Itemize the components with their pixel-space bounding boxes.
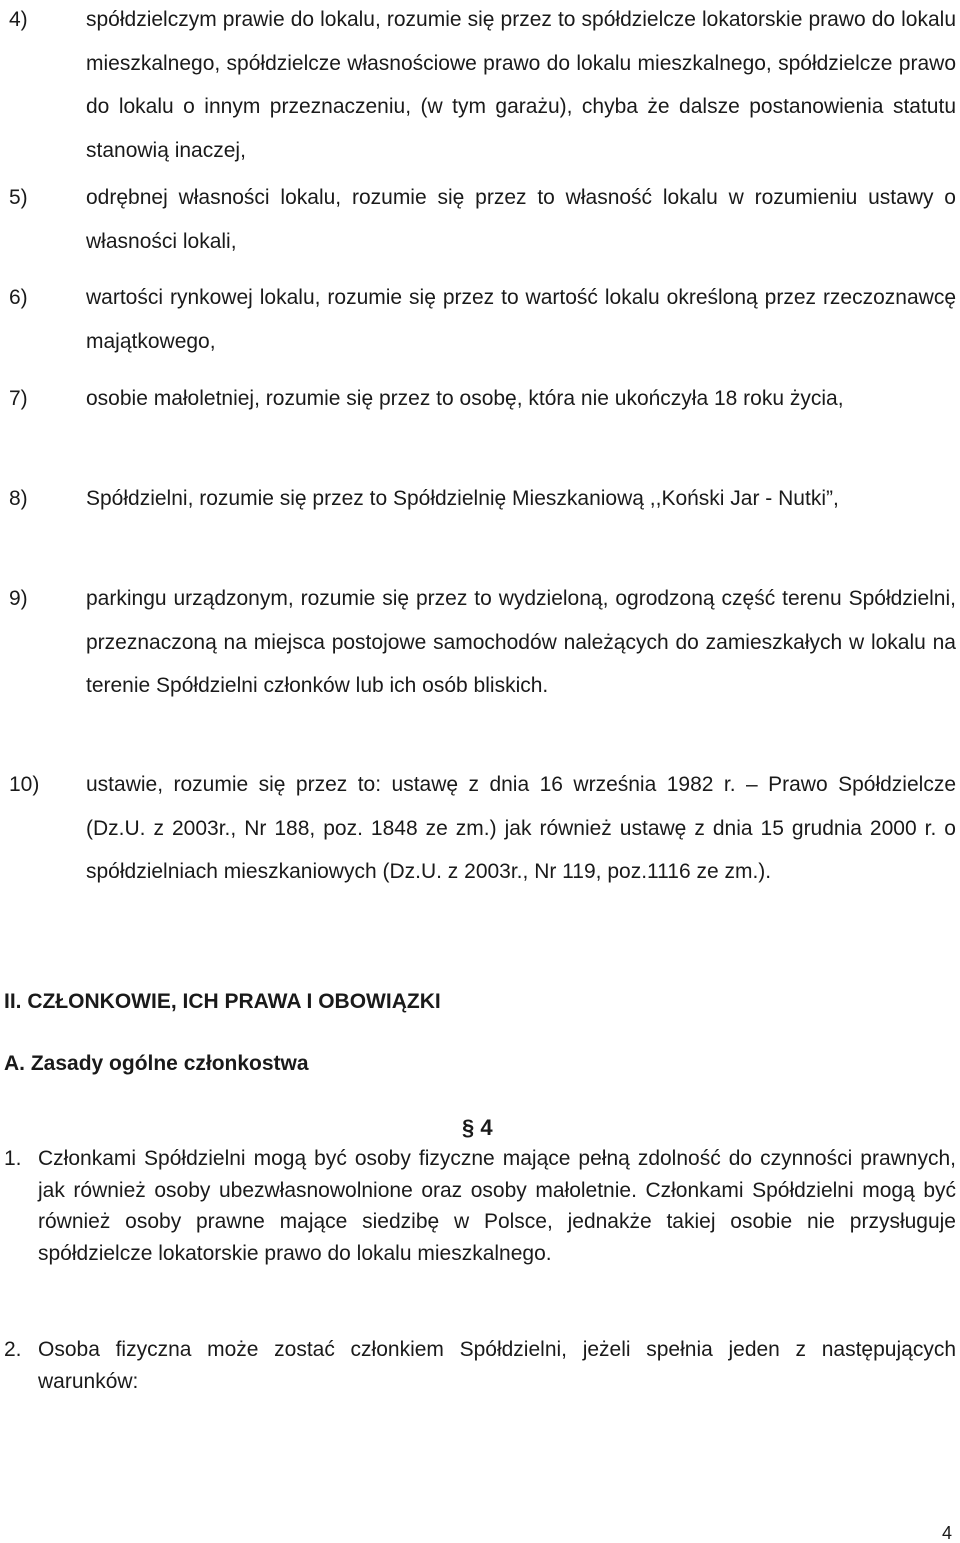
paragraph-number: 1. (4, 1147, 22, 1170)
definition-text: spółdzielczym prawie do lokalu, rozumie się przez to spółdzielcze lokatorskie prawo do lokalu mieszkalnego, spółdzielcze własnościowe prawo do lokalu mieszkalnego, spółdzielcze prawo do lokalu o innym przeznaczeniu, (w tym garażu), chyba że dalsze postanowienia statutu stanowią inaczej, (86, 8, 956, 162)
definition-text: osobie małoletniej, rozumie się przez to osobę, która nie ukończyła 18 roku życia, (86, 387, 844, 410)
definition-number: 5) (9, 186, 28, 209)
subchapter-heading: A. Zasady ogólne członkostwa (4, 1052, 309, 1075)
paragraph-text: Osoba fizyczna może zostać członkiem Spółdzielni, jeżeli spełnia jeden z następujących warunków: (38, 1338, 956, 1393)
definition-number: 4) (9, 8, 28, 31)
paragraph-number: 2. (4, 1338, 22, 1361)
definition-number: 10) (9, 773, 40, 796)
definition-text: ustawie, rozumie się przez to: ustawę z dnia 16 września 1982 r. – Prawo Spółdzielcze (Dz.U. z 2003r., Nr 188, poz. 1848 ze zm.) jak również ustawę z dnia 15 grudnia 2000 r. o spółdzielniach mieszkaniowych (Dz.U. z 2003r., Nr 119, poz.1116 ze zm.). (86, 773, 956, 883)
chapter-heading: II. CZŁONKOWIE, ICH PRAWA I OBOWIĄZKI (4, 990, 441, 1013)
section-mark: § 4 (462, 1115, 493, 1140)
page-number: 4 (941, 1523, 952, 1543)
paragraph-text: Członkami Spółdzielni mogą być osoby fizyczne mające pełną zdolność do czynności prawnych, jak również osoby ubezwłasnowolnione oraz osoby małoletnie. Członkami Spółdzielni mogą być również osoby prawne mające siedzibę w Polsce, jednakże takiej osobie nie przysługuje spółdzielcze lokatorskie prawo do lokalu mieszkalnego. (38, 1147, 956, 1265)
definition-number: 6) (9, 286, 28, 309)
definition-text: odrębnej własności lokalu, rozumie się przez to własność lokalu w rozumieniu ustawy o własności lokali, (86, 186, 956, 253)
definition-text: parkingu urządzonym, rozumie się przez to wydzieloną, ogrodzoną część terenu Spółdzielni, przeznaczoną na miejsca postojowe samochodów należących do zamieszkałych w lokalu na terenie Spółdzielni członków lub ich osób bliskich. (86, 587, 956, 697)
definition-number: 7) (9, 387, 28, 410)
definition-text: wartości rynkowej lokalu, rozumie się przez to wartość lokalu określoną przez rzeczoznawcę majątkowego, (86, 286, 956, 353)
definition-number: 8) (9, 487, 28, 510)
definition-number: 9) (9, 587, 28, 610)
definition-text: Spółdzielni, rozumie się przez to Spółdzielnię Mieszkaniową ,,Koński Jar - Nutki”, (86, 487, 839, 510)
